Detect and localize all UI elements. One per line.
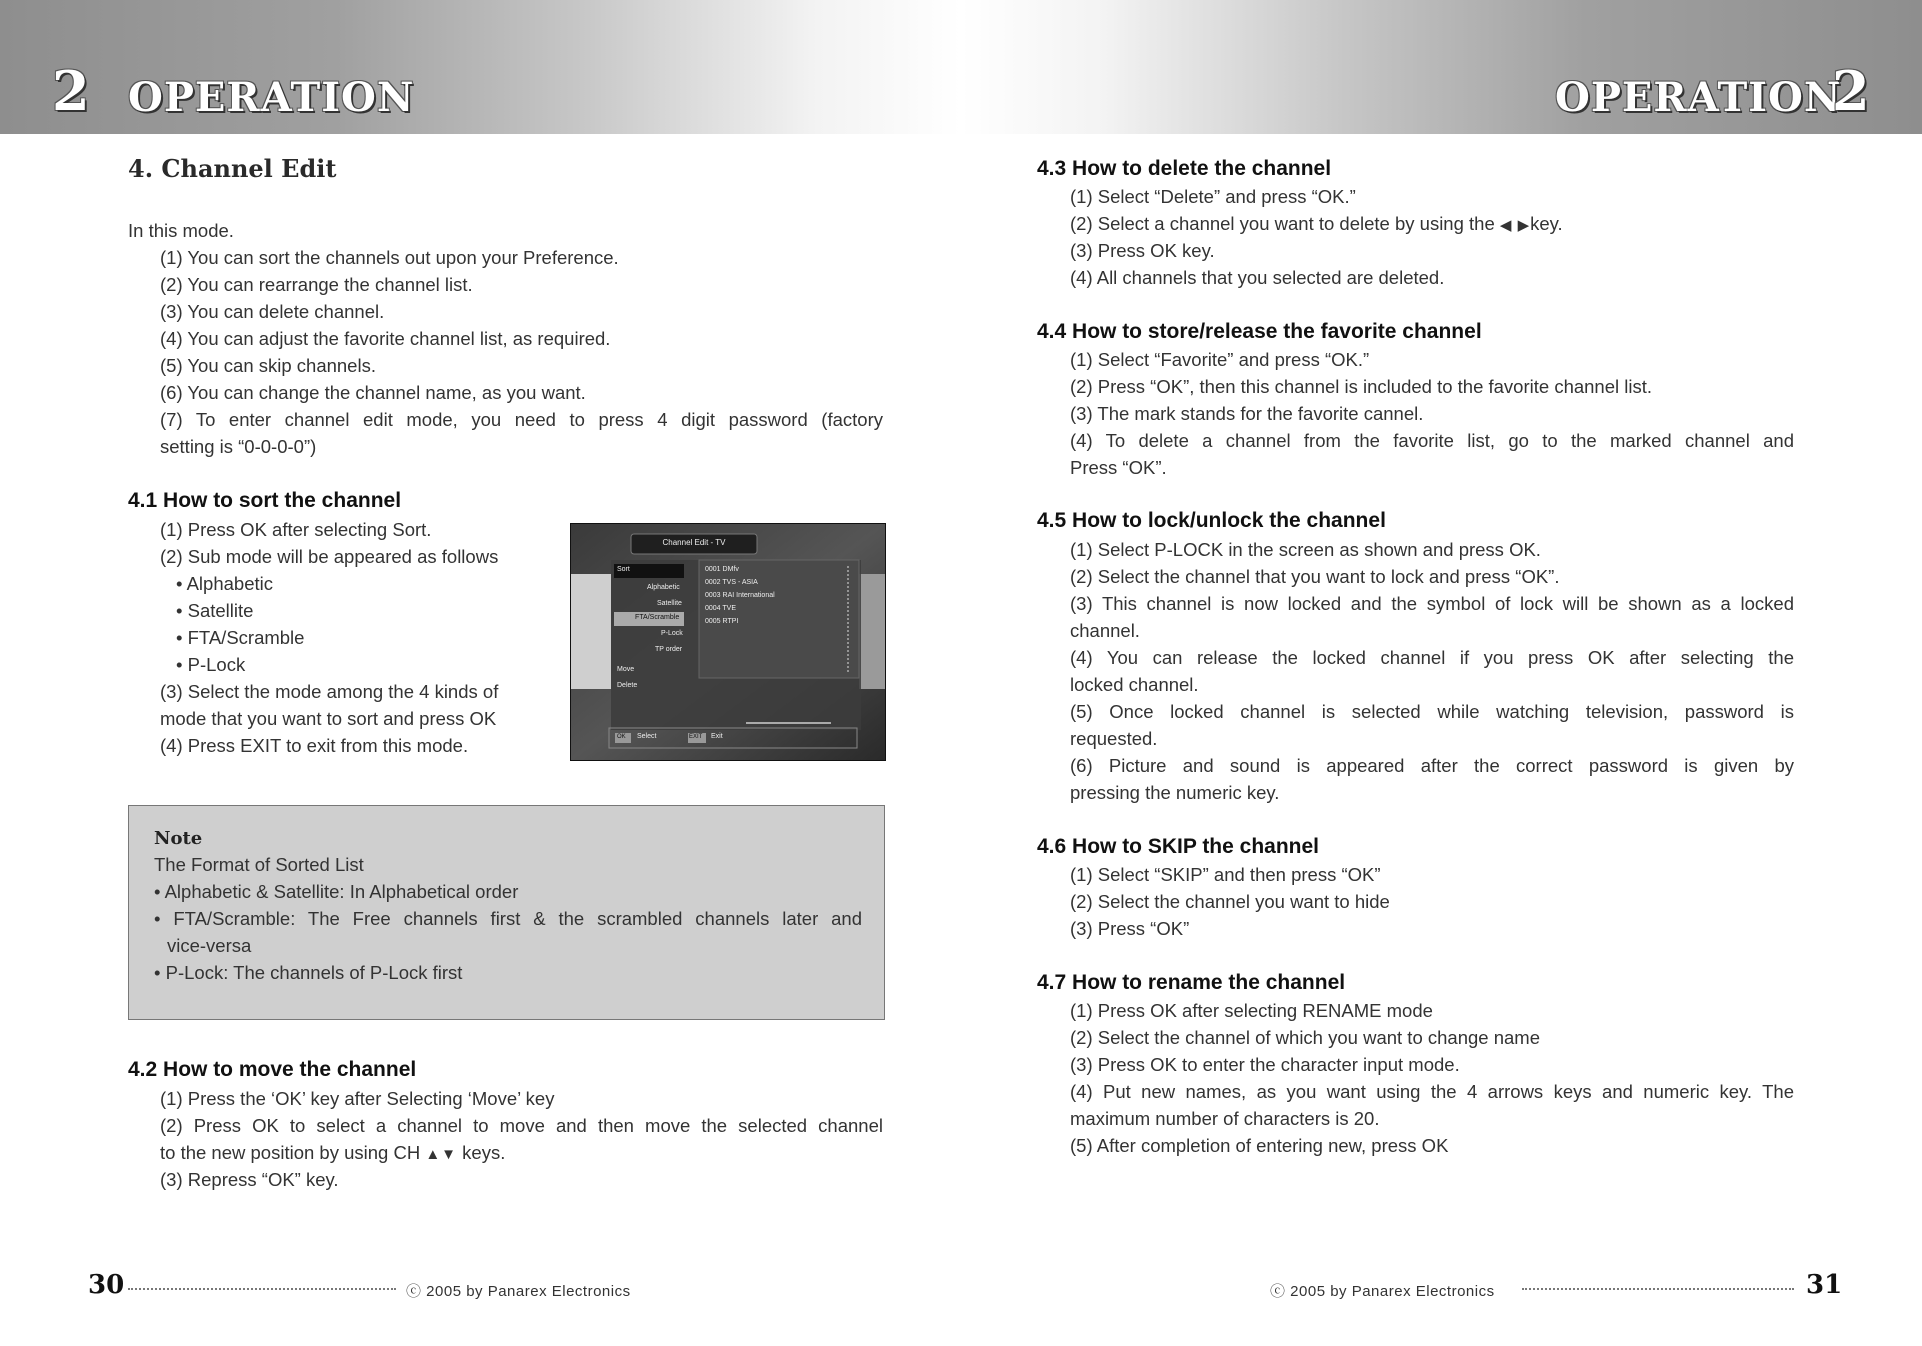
subsection-title-4-5: 4.5 How to lock/unlock the channel — [1037, 509, 1386, 532]
intro-item: setting is “0-0-0-0”) — [160, 436, 317, 457]
screen-title: Channel Edit - TV — [662, 538, 726, 547]
channel-edit-screenshot — [570, 523, 886, 761]
screen-channel: 0003 RAI International — [705, 592, 775, 599]
step-item: (3) Press “OK” — [1070, 918, 1190, 939]
ch-up-down-arrows-icon: ▲▼ — [425, 1146, 458, 1163]
screen-ok-label: Select — [637, 733, 657, 740]
intro-item: (6) You can change the channel name, as you want. — [160, 382, 586, 403]
step-item: (1) Press OK after selecting Sort. — [160, 519, 432, 540]
step-item: (4) Put new names, as you want using the 4 arrows keys and numeric key. The — [1070, 1081, 1794, 1102]
intro-item: (3) You can delete channel. — [160, 301, 385, 322]
step-item: (3) The mark stands for the favorite cannel. — [1070, 403, 1424, 424]
step-item: (3) This channel is now locked and the symbol of lock will be shown as a locked — [1070, 593, 1794, 614]
screen-menu-tporder: TP order — [655, 646, 683, 653]
intro-item: (2) You can rearrange the channel list. — [160, 274, 473, 295]
step-item: pressing the numeric key. — [1070, 782, 1280, 803]
footer-divider-left — [128, 1288, 396, 1290]
step-item: (3) Press OK to enter the character input mode. — [1070, 1054, 1460, 1075]
screen-menu-satellite: Satellite — [657, 600, 682, 607]
step-item: (5) After completion of entering new, press OK — [1070, 1135, 1449, 1156]
step-item: (2) Select the channel you want to hide — [1070, 891, 1390, 912]
screen-exit-label: Exit — [711, 733, 723, 740]
intro-item: (7) To enter channel edit mode, you need to press 4 digit password (factory — [160, 409, 883, 430]
page-number-right: 31 — [1806, 1270, 1843, 1300]
note-box — [128, 805, 885, 1020]
note-line: • Alphabetic & Satellite: In Alphabetical order — [154, 881, 519, 902]
bullet-item: • P-Lock — [176, 654, 246, 675]
subsection-title-4-6: 4.6 How to SKIP the channel — [1037, 835, 1320, 858]
screen-menu-sort: Sort — [617, 566, 630, 573]
step-item: (3) Press OK key. — [1070, 240, 1215, 261]
step-item: mode that you want to sort and press OK — [160, 708, 497, 729]
step-item: channel. — [1070, 620, 1140, 641]
step-item — [160, 1142, 505, 1164]
step-item: Press “OK”. — [1070, 457, 1167, 478]
screen-menu-delete: Delete — [617, 682, 638, 689]
copyright-left: ⓒ 2005 by Panarex Electronics — [406, 1283, 631, 1300]
screen-channel: 0001 DMfv — [705, 566, 739, 573]
subsection-title-4-7: 4.7 How to rename the channel — [1037, 971, 1346, 994]
screen-menu-fta: FTA/Scramble — [635, 614, 680, 621]
step-item: (3) Select the mode among the 4 kinds of — [160, 681, 499, 702]
step-item: (2) Press “OK”, then this channel is included to the favorite channel list. — [1070, 376, 1653, 397]
note-line: The Format of Sorted List — [154, 854, 364, 875]
step-item: (1) Select “Delete” and press “OK.” — [1070, 186, 1356, 207]
left-right-arrows-icon: ◀ ▶ — [1499, 217, 1531, 234]
step-item: (2) Select the channel that you want to lock and press “OK”. — [1070, 566, 1560, 587]
bullet-item: • Alphabetic — [176, 573, 273, 594]
screen-channel: 0002 TVS - ASIA — [705, 579, 758, 586]
screen-menu-alphabetic: Alphabetic — [647, 584, 680, 591]
step-item: (4) To delete a channel from the favorite list, go to the marked channel and — [1070, 430, 1794, 451]
step-text: key. — [1530, 213, 1563, 234]
note-title: Note — [154, 828, 203, 849]
screen-exit-key: EXIT — [689, 734, 703, 740]
step-item: (4) You can release the locked channel if you press OK after selecting the — [1070, 647, 1794, 668]
bullet-item: • FTA/Scramble — [176, 627, 305, 648]
note-line: • FTA/Scramble: The Free channels first & the scrambled channels later and — [154, 908, 862, 929]
step-item: (1) Select P-LOCK in the screen as shown and press OK. — [1070, 539, 1541, 560]
page-number-left: 30 — [88, 1270, 125, 1300]
subsection-title-4-2: 4.2 How to move the channel — [128, 1058, 417, 1081]
step-text: to the new position by using CH — [160, 1142, 421, 1163]
step-item: (2) Sub mode will be appeared as follows — [160, 546, 499, 567]
subsection-title-4-3: 4.3 How to delete the channel — [1037, 157, 1332, 180]
screen-menu-plock: P-Lock — [661, 630, 683, 637]
step-item: (5) Once locked channel is selected while watching television, password is — [1070, 701, 1794, 722]
chapter-number-right: 2 — [1832, 59, 1870, 123]
step-item: (2) Select the channel of which you want to change name — [1070, 1027, 1540, 1048]
intro-item: (4) You can adjust the favorite channel list, as required. — [160, 328, 611, 349]
subsection-title-4-1: 4.1 How to sort the channel — [128, 489, 402, 512]
step-item: requested. — [1070, 728, 1158, 749]
chapter-title-left: OPERATION — [128, 74, 415, 121]
step-item: (4) All channels that you selected are deleted. — [1070, 267, 1445, 288]
intro-item: (1) You can sort the channels out upon your Preference. — [160, 247, 619, 268]
step-item: (1) Press OK after selecting RENAME mode — [1070, 1000, 1433, 1021]
screen-channel: 0005 RTPI — [705, 618, 739, 625]
step-item: (4) Press EXIT to exit from this mode. — [160, 735, 469, 756]
step-item: (1) Press the ‘OK’ key after Selecting ‘Move’ key — [160, 1088, 555, 1109]
screen-ok-key: OK — [617, 734, 626, 740]
note-line: • P-Lock: The channels of P-Lock first — [154, 962, 463, 983]
chapter-number-left: 2 — [52, 59, 90, 123]
intro-item: (5) You can skip channels. — [160, 355, 376, 376]
footer-divider-right — [1522, 1288, 1794, 1290]
step-item: (1) Select “Favorite” and press “OK.” — [1070, 349, 1370, 370]
screen-channel: 0004 TVE — [705, 605, 737, 612]
step-text: keys. — [462, 1142, 506, 1163]
note-line: vice-versa — [167, 935, 252, 956]
subsection-title-4-4: 4.4 How to store/release the favorite channel — [1037, 320, 1482, 343]
step-item: maximum number of characters is 20. — [1070, 1108, 1380, 1129]
step-item: (1) Select “SKIP” and then press “OK” — [1070, 864, 1381, 885]
step-item: (6) Picture and sound is appeared after the correct password is given by — [1070, 755, 1794, 776]
chapter-title-right: OPERATION — [1555, 74, 1842, 121]
step-item — [1070, 213, 1563, 235]
copyright-right: ⓒ 2005 by Panarex Electronics — [1270, 1283, 1495, 1300]
step-item: (2) Press OK to select a channel to move and then move the selected channel — [160, 1115, 883, 1136]
section-title: 4. Channel Edit — [128, 154, 337, 183]
step-item: (3) Repress “OK” key. — [160, 1169, 339, 1190]
bullet-item: • Satellite — [176, 600, 254, 621]
screen-menu-move: Move — [617, 666, 635, 673]
step-text: (2) Select a channel you want to delete by using the — [1070, 213, 1495, 234]
intro-text: In this mode. — [128, 220, 234, 241]
step-item: locked channel. — [1070, 674, 1199, 695]
